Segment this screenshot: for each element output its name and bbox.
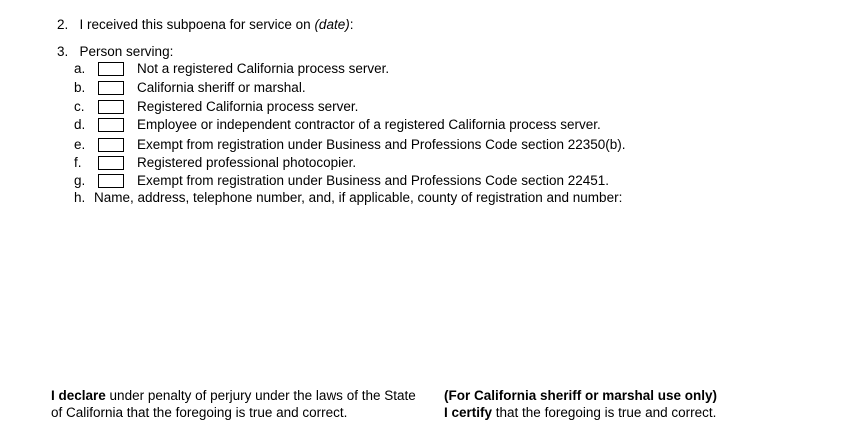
item-2-number: 2. xyxy=(57,17,69,32)
option-c-checkbox[interactable] xyxy=(98,100,124,114)
option-f-checkbox[interactable] xyxy=(98,156,124,170)
option-g-checkbox[interactable] xyxy=(98,174,124,188)
option-g-label: Exempt from registration under Business and Professions Code section 22451. xyxy=(137,173,610,188)
option-c-letter: c. xyxy=(74,99,85,114)
item-3-number: 3. xyxy=(57,44,69,59)
option-d-checkbox[interactable] xyxy=(98,118,124,132)
declaration-rest: under penalty of perjury under the laws of the State xyxy=(105,388,416,403)
certification-line-2 xyxy=(444,405,716,421)
option-f-letter: f. xyxy=(74,155,82,170)
item-2-text: I received this subpoena for service on xyxy=(79,17,311,32)
option-h-letter: h. xyxy=(74,190,86,205)
option-d-label: Employee or independent contractor of a registered California process server. xyxy=(137,117,601,132)
option-b-letter: b. xyxy=(74,80,86,95)
option-e-letter: e. xyxy=(74,137,86,152)
item-2-colon: : xyxy=(349,17,354,32)
certification-bold: I certify xyxy=(444,405,493,420)
option-e-checkbox[interactable] xyxy=(98,138,124,152)
declaration-bold: I declare xyxy=(51,388,106,403)
item-2-date-word: (date) xyxy=(314,17,350,32)
option-f-label: Registered professional photocopier. xyxy=(137,155,357,170)
declaration-line-1 xyxy=(51,388,416,404)
certification-rest: that the foregoing is true and correct. xyxy=(492,405,717,420)
option-a-checkbox[interactable] xyxy=(98,62,124,76)
option-e-label: Exempt from registration under Business and Professions Code section 22350(b). xyxy=(137,137,626,152)
option-d-letter: d. xyxy=(74,117,86,132)
option-g-letter: g. xyxy=(74,173,86,188)
item-2 xyxy=(57,17,353,33)
option-a-letter: a. xyxy=(74,61,86,76)
item-3-heading xyxy=(57,44,173,60)
option-a-label: Not a registered California process server. xyxy=(137,61,390,76)
option-h-label: Name, address, telephone number, and, if applicable, county of registration and number: xyxy=(94,190,623,205)
option-b-label: California sheriff or marshal. xyxy=(137,80,306,95)
option-c-label: Registered California process server. xyxy=(137,99,359,114)
declaration-line-2: of California that the foregoing is true and correct. xyxy=(51,405,348,420)
option-b-checkbox[interactable] xyxy=(98,81,124,95)
item-3-heading-text: Person serving: xyxy=(79,44,174,59)
certification-line-1: (For California sheriff or marshal use only) xyxy=(444,388,718,403)
